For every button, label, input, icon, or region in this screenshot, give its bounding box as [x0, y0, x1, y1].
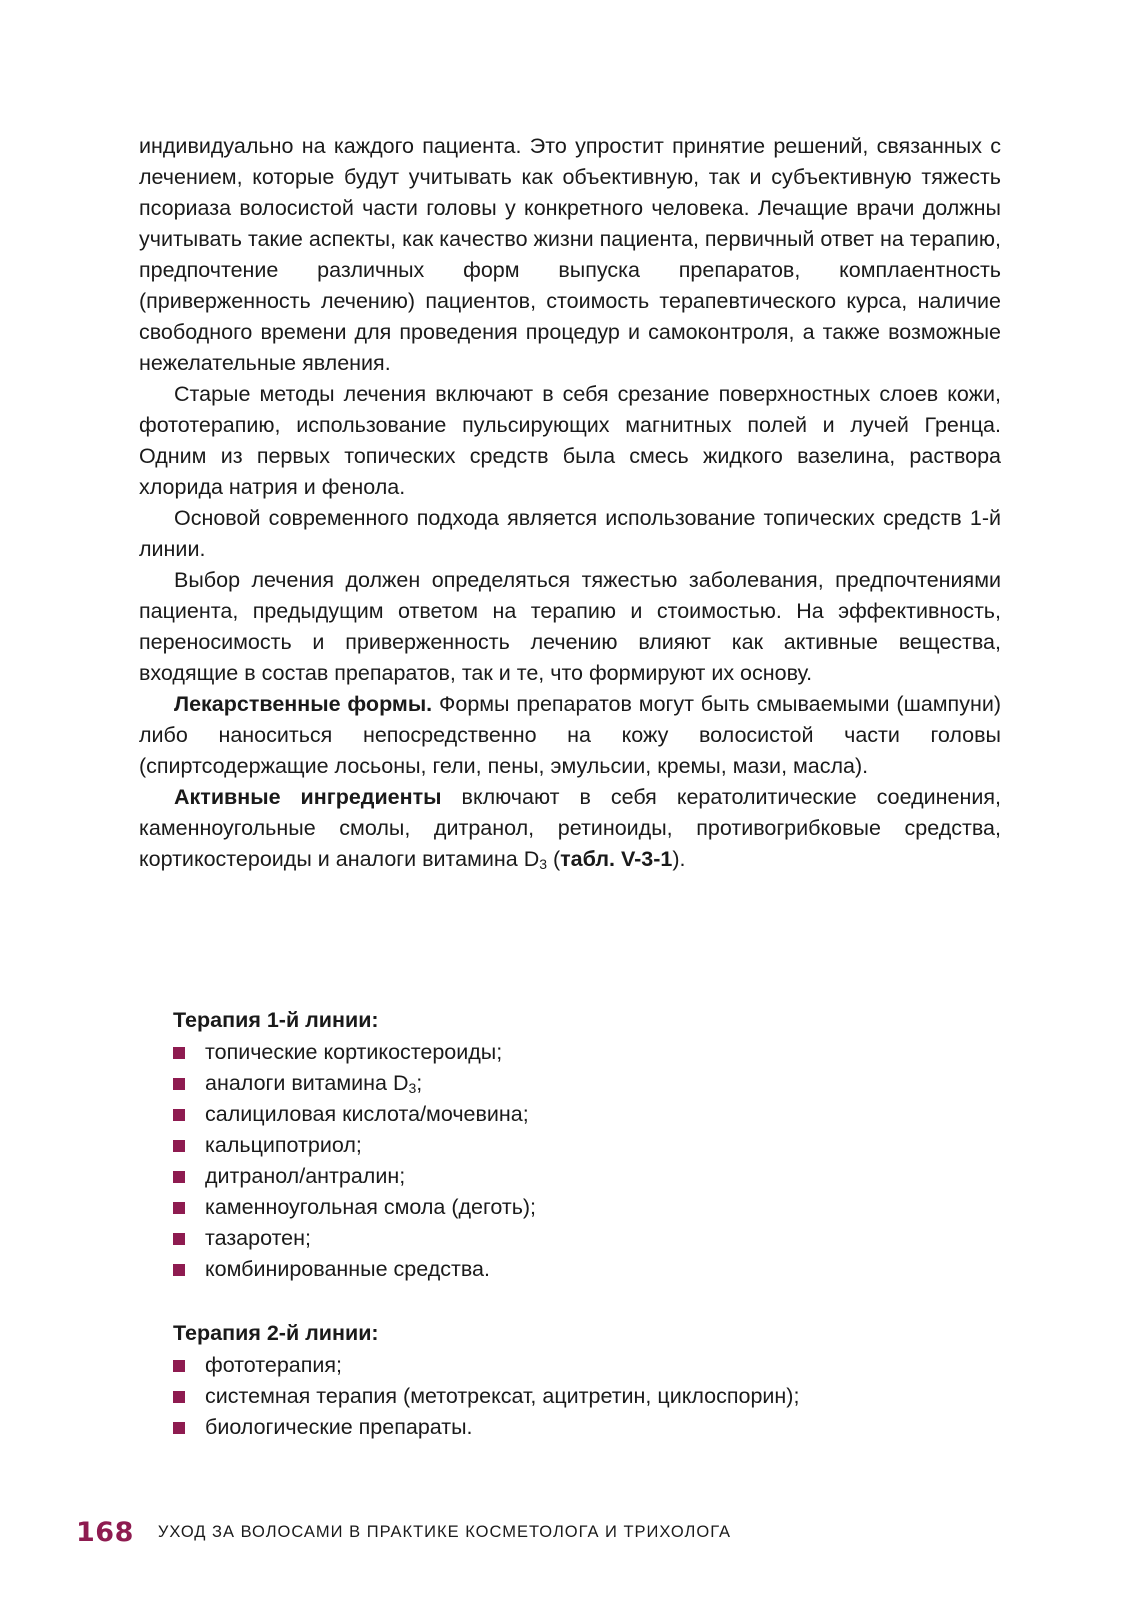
list-item-end: ;: [416, 1071, 423, 1095]
list-item-text: фототерапия;: [205, 1353, 343, 1377]
list-item: [173, 1068, 1001, 1099]
table-ref-open: (: [547, 847, 561, 871]
paragraph-modern-approach: Основой современного подхода является использование топических средств 1-й линии.: [139, 506, 1001, 561]
list-item-text: салициловая кислота/мочевина;: [205, 1102, 529, 1126]
list-item-text: тазаротен;: [205, 1226, 311, 1250]
list-item: [173, 1254, 1001, 1285]
dosage-forms-text: Формы препаратов могут быть смываемыми (шампуни) либо наноситься непосредственно на кожу волосистой части головы (спиртсодержащие лосьоны, гели, пены, эмульсии, кремы, мази, масла).: [139, 692, 1001, 778]
list-item-text: биологические препараты.: [205, 1415, 473, 1439]
paragraph-dosage-forms: [139, 689, 1001, 782]
second-line-therapy-list: [173, 1350, 1001, 1443]
first-line-therapy-title: Терапия 1-й линии:: [173, 1008, 379, 1032]
active-ingredients-lead: Активные ингредиенты: [174, 785, 442, 809]
table-reference: табл. V-3-1: [560, 847, 673, 871]
square-bullet-icon: [173, 1047, 185, 1059]
list-item: [173, 1099, 1001, 1130]
list-item-text: кальципотриол;: [205, 1133, 362, 1157]
vitamin-subscript: 3: [408, 1080, 417, 1096]
list-item: [173, 1412, 1001, 1443]
list-item-text: топические кортикостероиды;: [205, 1040, 503, 1064]
body-text: [139, 131, 1001, 875]
paragraph-old-methods: Старые методы лечения включают в себя срезание поверхностных слоев кожи, фототерапию, использование пульсирующих магнитных полей и лучей Гренца. Одним из первых топических средств была смесь жидкого вазелина, раствора хлорида натрия и фенола.: [139, 382, 1001, 499]
list-item: [173, 1381, 1001, 1412]
square-bullet-icon: [173, 1202, 185, 1214]
second-line-therapy-title: Терапия 2-й линии:: [173, 1321, 379, 1345]
square-bullet-icon: [173, 1264, 185, 1276]
paragraph-intro: индивидуально на каждого пациента. Это упростит принятие решений, связанных с лечением, которые будут учитывать как объективную, так и субъективную тяжесть псориаза волосистой части головы у конкретного человека. Лечащие врачи должны учитывать такие аспекты, как качество жизни пациента, первичный ответ на терапию, предпочтение различных форм выпуска препаратов, комплаентность (приверженность лечению) пациентов, стоимость терапевтического курса, наличие свободного времени для проведения процедур и самоконтроля, а также возможные нежелательные явления.: [139, 134, 1001, 375]
list-item-text: аналоги витамина D: [205, 1071, 409, 1095]
square-bullet-icon: [173, 1360, 185, 1372]
vitamin-subscript: 3: [539, 856, 548, 872]
page-footer: [76, 1517, 731, 1547]
list-item-text: каменноугольная смола (деготь);: [205, 1195, 537, 1219]
dosage-forms-lead: Лекарственные формы.: [174, 692, 433, 716]
page-number: 168: [76, 1516, 134, 1548]
list-item: [173, 1161, 1001, 1192]
first-line-therapy-list: [173, 1037, 1001, 1285]
square-bullet-icon: [173, 1171, 185, 1183]
list-item: [173, 1350, 1001, 1381]
list-item: [173, 1130, 1001, 1161]
list-item: [173, 1192, 1001, 1223]
square-bullet-icon: [173, 1391, 185, 1403]
square-bullet-icon: [173, 1422, 185, 1434]
list-item-text: дитранол/антралин;: [205, 1164, 406, 1188]
square-bullet-icon: [173, 1140, 185, 1152]
paragraph-treatment-choice: Выбор лечения должен определяться тяжестью заболевания, предпочтениями пациента, предыдущим ответом на терапию и стоимостью. На эффективность, переносимость и приверженность лечению влияют как активные вещества, входящие в состав препаратов, так и те, что формируют их основу.: [139, 568, 1001, 685]
list-item: [173, 1223, 1001, 1254]
list-item-text: комбинированные средства.: [205, 1257, 490, 1281]
table-ref-close: ).: [672, 847, 686, 871]
paragraph-active-ingredients: [139, 782, 1001, 875]
square-bullet-icon: [173, 1233, 185, 1245]
square-bullet-icon: [173, 1078, 185, 1090]
first-line-therapy-section: [173, 1005, 1001, 1285]
running-title: УХОД ЗА ВОЛОСАМИ В ПРАКТИКЕ КОСМЕТОЛОГА И ТРИХОЛОГА: [157, 1522, 732, 1541]
list-item-text: системная терапия (метотрексат, ацитретин, циклоспорин);: [205, 1384, 800, 1408]
list-item: [173, 1037, 1001, 1068]
square-bullet-icon: [173, 1109, 185, 1121]
active-ingredients-text: включают в себя кератолитические соединения, каменноугольные смолы, дитранол, ретиноиды, противогрибковые средства, кортикостероиды и аналоги витамина D: [139, 785, 1001, 871]
second-line-therapy-section: [173, 1318, 1001, 1443]
